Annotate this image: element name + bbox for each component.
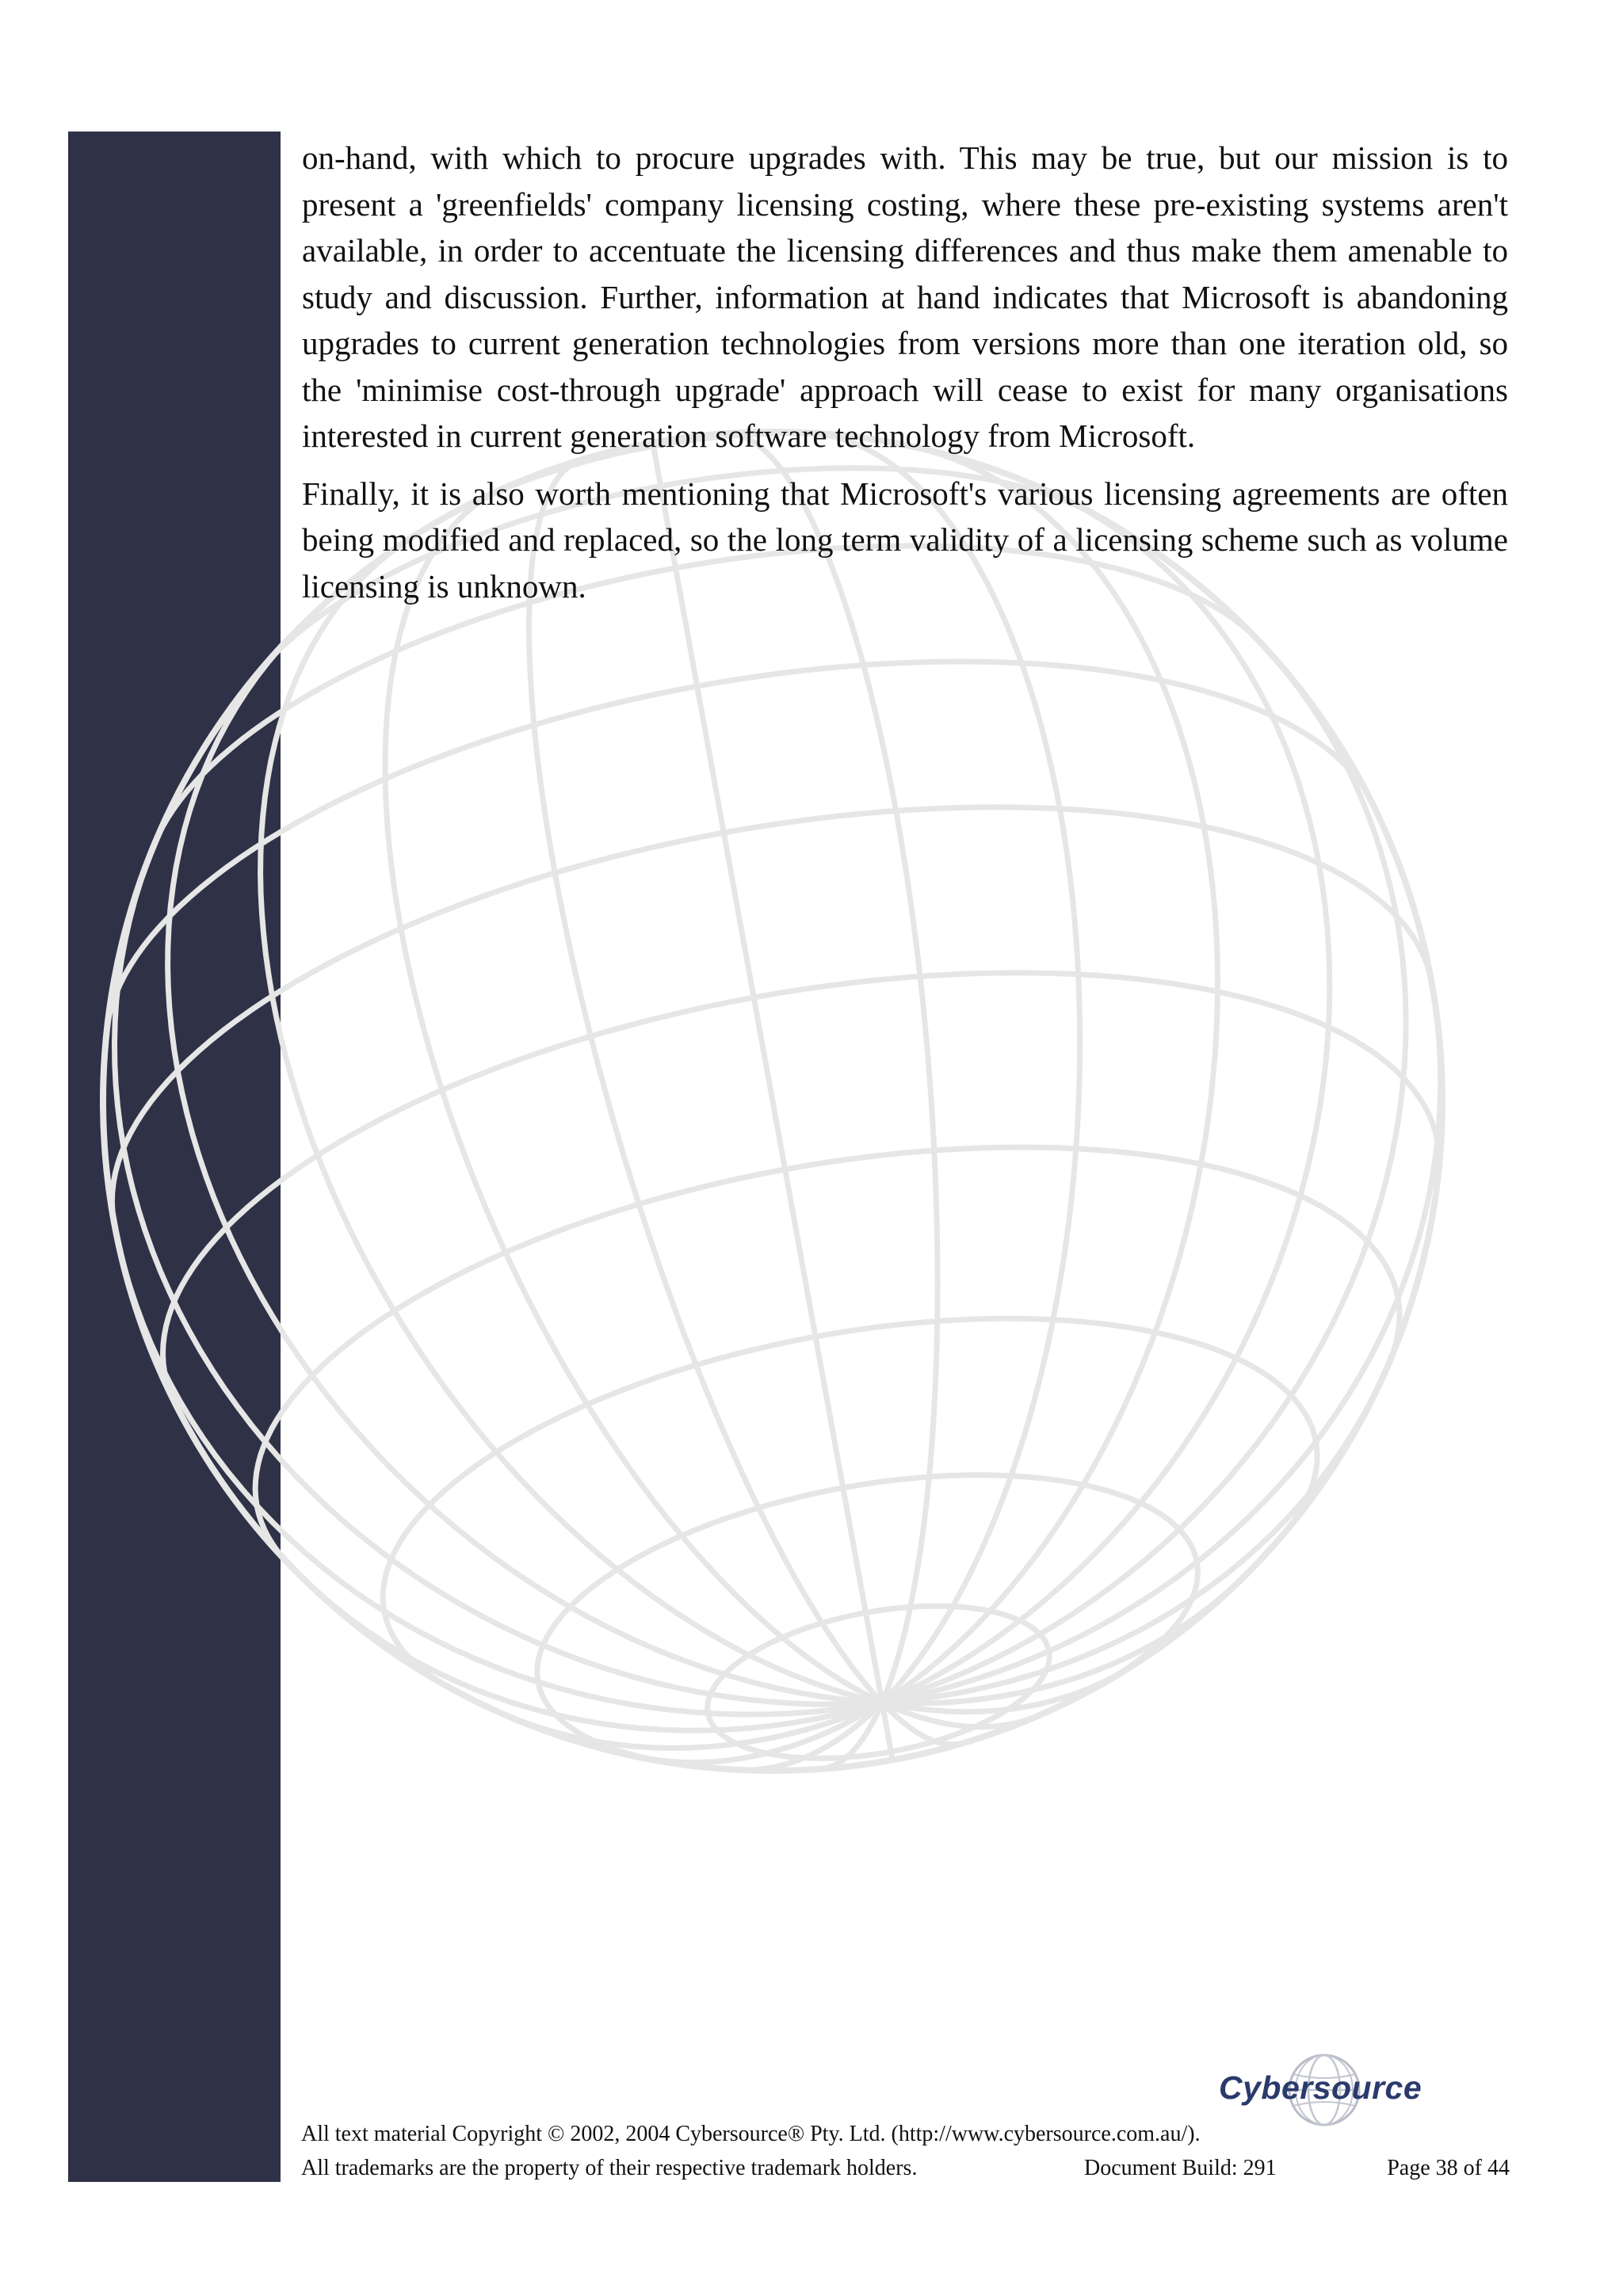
globe-grid-line: [882, 640, 1406, 1703]
footer-trademarks: All trademarks are the property of their respective trademark holders.: [301, 2156, 918, 2180]
footer-copyright: All text material Copyright © 2002, 2004 Cybersource® Pty. Ltd. (http://www.cybersource.com.au/).: [301, 2122, 1201, 2146]
globe-grid-line: [108, 662, 1368, 1024]
globe-grid-line: [882, 1703, 1034, 1727]
globe-grid-line: [882, 1667, 1131, 1712]
globe-grid-line: [537, 1475, 1198, 1764]
globe-grid-line: [882, 1381, 1381, 1703]
globe-grid-line: [882, 449, 1217, 1703]
globe-grid-line: [163, 973, 1440, 1399]
globe-grid-line: [255, 1147, 1400, 1559]
globe-grid-line: [506, 1703, 882, 1748]
globe-grid-line: [385, 489, 882, 1703]
globe-grid-line: [882, 982, 1441, 1703]
logo-text: Cybersource: [1219, 2069, 1423, 2106]
paragraph: on-hand, with which to procure upgrades with. This may be true, but our mission is to present a 'greenfields' company licensing costing, where these pre-existing systems aren't available, in order to accentuate the licensing differences and thus make them amenable to study and discussion. Further, information at hand indicates that Microsoft is abandoning upgrades to current generation technologies from versions more than one iteration old, so the 'minimise cost-through upgrade' approach will cease to exist for many organisations interested in current generation software technology from Microsoft.: [302, 139, 1508, 454]
document-body: [302, 135, 1508, 620]
globe-grid-line: [637, 1703, 882, 1762]
globe-grid-line: [383, 1318, 1317, 1686]
sidebar-band: [68, 132, 281, 2182]
globe-grid-line: [653, 443, 882, 1703]
globe-grid-line: [811, 433, 1080, 1703]
globe-grid-line: [882, 495, 1330, 1703]
globe-grid-line: [823, 1703, 882, 1769]
globe-grid-line: [708, 1606, 1049, 1758]
paragraph: Finally, it is also worth mentioning that Microsoft's various licensing agreements are often being modified and replaced, so the long term validity of a licensing scheme such as volume licensing is unknown.: [302, 475, 1508, 605]
globe-grid-line: [261, 544, 883, 1703]
globe-grid-line: [882, 1703, 961, 1745]
globe-grid-line: [745, 1703, 882, 1770]
footer-page-number: Page 38 of 44: [1387, 2156, 1510, 2180]
cybersource-logo: [1214, 2050, 1428, 2130]
footer-build: Document Build: 291: [1084, 2156, 1277, 2180]
globe-grid-line: [882, 1581, 1239, 1703]
globe-grid-line: [728, 433, 938, 1703]
globe-grid-line: [882, 1703, 892, 1760]
globe-grid-line: [302, 1577, 882, 1731]
globe-grid-line: [529, 460, 883, 1703]
globe-grid-line: [112, 807, 1431, 1222]
